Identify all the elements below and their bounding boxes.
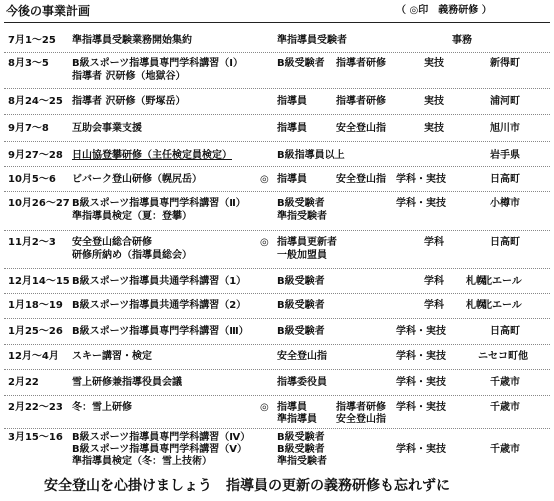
row-kind: 実技: [424, 96, 444, 107]
row-target2: 安全登山指: [336, 123, 386, 134]
row-kind: 実技: [424, 58, 444, 69]
row-target: 指導員: [277, 174, 307, 185]
row-place: 千歳市: [490, 377, 520, 388]
row-target: B級受験者: [277, 300, 325, 311]
row-place: 千歳市: [490, 402, 520, 413]
row-kind: 学科・実技: [396, 326, 446, 337]
row-place: 北エール: [482, 300, 522, 311]
row-date: 8月24～25: [8, 96, 63, 107]
row-event: 準指導員受験業務開始集約: [72, 35, 192, 46]
row-target2: 指導者研修: [336, 96, 386, 107]
row-target-line2: 準指受験者: [277, 211, 327, 222]
row-target: B級指導員以上: [277, 150, 345, 161]
row-kind: 学科・実技: [396, 444, 446, 455]
row-date: 9月27～28: [8, 150, 63, 161]
row-date: 2月22: [8, 377, 39, 388]
row-kind: 学科: [424, 300, 444, 311]
row-date: 1月18～19: [8, 300, 63, 311]
row-event: ビバーク登山研修（幌尻岳）: [72, 174, 202, 185]
row-divider: [4, 191, 550, 192]
row-city: 札幌: [466, 300, 486, 311]
row-place: 新得町: [490, 58, 520, 69]
row-event: B級スポーツ指導員専門学科講習（Ⅲ）: [72, 326, 249, 337]
row-target: B級受験者: [277, 198, 325, 209]
row-event: 安全登山総合研修: [72, 237, 152, 248]
row-target: 指導員: [277, 402, 307, 413]
row-divider: [4, 88, 550, 89]
row-city: 札幌: [466, 276, 486, 287]
row-target: 指導員更新者: [277, 237, 337, 248]
row-divider: [4, 141, 550, 142]
row-event: スキー講習・検定: [72, 351, 152, 362]
legend-note: （ ◎印 義務研修 ）: [396, 5, 492, 16]
row-event-line2: B級スポーツ指導員専門学科講習（Ⅴ）: [72, 444, 247, 455]
row-target: 指導委役員: [277, 377, 327, 388]
row-divider: [4, 395, 550, 396]
row-event: 互助会事業支援: [72, 123, 142, 134]
row-date: 10月5～6: [8, 174, 56, 185]
row-divider: [4, 293, 550, 294]
row-target2: 安全登山指: [336, 174, 386, 185]
row-event-line3: 準指導員検定（冬：雪上技術）: [72, 456, 212, 467]
row-event: B級スポーツ指導員専門学科講習（Ⅱ）: [72, 198, 246, 209]
row-target-line2: 一般加盟員: [277, 250, 327, 261]
row-target: B級受験者: [277, 276, 325, 287]
row-event: 冬：雪上研修: [72, 402, 132, 413]
mandatory-mark: ◎: [260, 237, 269, 248]
row-divider: [4, 428, 550, 429]
row-date: 8月3～5: [8, 58, 49, 69]
row-divider: [4, 318, 550, 319]
row-place: 日高町: [490, 237, 520, 248]
row-target: B級受験者: [277, 326, 325, 337]
row-kind: 事務: [452, 35, 472, 46]
row-target2: 指導者研修: [336, 402, 386, 413]
row-target: 準指導員受験者: [277, 35, 347, 46]
row-place: 小樽市: [490, 198, 520, 209]
row-date: 3月15～16: [8, 432, 63, 443]
row-place: 日高町: [490, 326, 520, 337]
row-date: 11月2～3: [8, 237, 56, 248]
row-target: 指導員: [277, 123, 307, 134]
row-target: 安全登山指: [277, 351, 327, 362]
row-place: 岩手県: [490, 150, 520, 161]
row-target: B級受験者: [277, 432, 325, 443]
row-date: 10月26～27: [8, 198, 70, 209]
footer-message: 安全登山を心掛けましょう 指導員の更新の義務研修も忘れずに: [44, 478, 450, 494]
row-kind: 学科: [424, 276, 444, 287]
row-target2-line2: 安全登山指: [336, 414, 386, 425]
row-event-line2: 研修所納め（指導員総会）: [72, 250, 192, 261]
row-target-line3: 準指受験者: [277, 456, 327, 467]
row-event-line2: 準指導員検定（夏：登攀）: [72, 211, 192, 222]
row-date: 9月7～8: [8, 123, 49, 134]
page-title: 今後の事業計画: [6, 4, 91, 18]
row-kind: 学科・実技: [396, 377, 446, 388]
row-event: 日山協登攀研修（主任検定員検定）: [72, 150, 232, 161]
row-kind: 学科・実技: [396, 351, 446, 362]
row-event: B級スポーツ指導員共通学科講習（1）: [72, 276, 247, 287]
row-target2: 指導者研修: [336, 58, 386, 69]
row-event: 雪上研修兼指導役員会議: [72, 377, 182, 388]
mandatory-mark: ◎: [260, 402, 269, 413]
row-kind: 学科: [424, 237, 444, 248]
row-date: 12月～4月: [8, 351, 59, 362]
row-target-line2: B級受験者: [277, 444, 325, 455]
row-target: 指導員: [277, 96, 307, 107]
row-kind: 学科・実技: [396, 174, 446, 185]
row-divider: [4, 369, 550, 370]
row-place: 日高町: [490, 174, 520, 185]
mandatory-mark: ◎: [260, 174, 269, 185]
row-kind: 学科・実技: [396, 198, 446, 209]
row-target-line2: 準指導員: [277, 414, 317, 425]
row-divider: [4, 344, 550, 345]
title-divider: [4, 22, 550, 23]
row-place: 千歳市: [490, 444, 520, 455]
row-divider: [4, 166, 550, 167]
row-divider: [4, 114, 550, 115]
row-date: 7月1～25: [8, 35, 56, 46]
row-kind: 実技: [424, 123, 444, 134]
row-event: 指導者 沢研修（野塚岳）: [72, 96, 186, 107]
row-event-line2: 指導者 沢研修（地獄谷）: [72, 71, 186, 82]
row-event: B級スポーツ指導員専門学科講習（Ⅳ）: [72, 432, 251, 443]
row-place: 浦河町: [490, 96, 520, 107]
row-place: 旭川市: [490, 123, 520, 134]
row-divider: [4, 230, 550, 231]
row-divider: [4, 268, 550, 269]
row-target: B級受験者: [277, 58, 325, 69]
row-date: 2月22～23: [8, 402, 63, 413]
row-place: ニセコ町他: [478, 351, 528, 362]
row-divider: [4, 52, 550, 53]
row-event: B級スポーツ指導員専門学科講習（Ⅰ）: [72, 58, 243, 69]
row-date: 12月14～15: [8, 276, 70, 287]
row-kind: 学科・実技: [396, 402, 446, 413]
row-event: B級スポーツ指導員共通学科講習（2）: [72, 300, 247, 311]
row-date: 1月25～26: [8, 326, 63, 337]
row-place: 北エール: [482, 276, 522, 287]
